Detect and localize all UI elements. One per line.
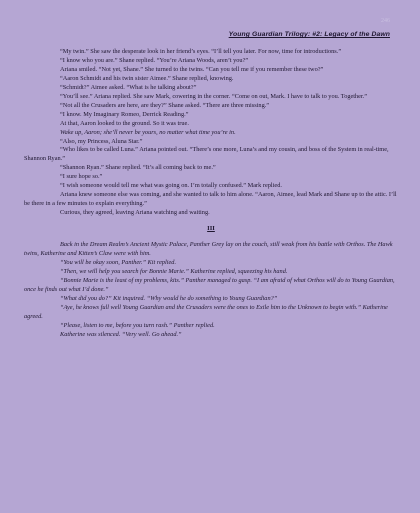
paragraph: Curious, they agreed, leaving Ariana watching and waiting. (60, 209, 210, 217)
paragraph: “My twin.” She saw the desperate look in her friend’s eyes. “I’ll tell you later. For now, time for introductions.” (60, 48, 342, 55)
running-header: Young Guardian Trilogy: #2: Legacy of the Dawn (228, 31, 390, 38)
paragraph: “I wish someone would tell me what was going on. I’m totally confused.” Mark replied. (60, 182, 282, 190)
chapter-body (24, 48, 398, 340)
paragraph: “Aaron Schmidt and his twin sister Aimee.” Shane replied, knowing. (60, 74, 234, 82)
paragraph: Katherine was silenced. “Very well. Go ahead.” (60, 330, 182, 338)
paragraph: “Then, we will help you search for Bonnie Marie.” Katherine replied, squeezing his hand. (60, 267, 288, 275)
scene-part-two (24, 241, 398, 339)
paragraph: “You’ll see.” Ariana replied. She saw Mark, cowering in the corner. “Come on out, Mark. I have to talk to you. Together.” (60, 92, 368, 100)
section-break-marker: III (207, 225, 215, 233)
paragraph: “Also, my Princess, Aluna Star.” (60, 137, 143, 145)
paragraph: “I know who you are.” Shane replied. “You’re Ariana Woods, aren’t you?” (60, 56, 249, 64)
paragraph: “What did you do?” Kit inquired. “Why would he do something to Young Guardian?” (60, 294, 278, 302)
paragraph: “You will be okay soon, Panther.” Kit replied. (60, 258, 177, 266)
paragraph: “Who likes to be called Luna.” Ariana pointed out. “There’s one more, Luna’s and my cousin, and boss of the System in real-time, Shannon Ryan.” (24, 146, 389, 163)
paragraph: Back in the Dream Realm’s Ancient Mystic Palace, Panther Grey lay on the couch, still weak from his battle with Orthos. The Hawk twins, Katherine and Kitten’s Claw were with him. (24, 241, 393, 258)
paragraph: “Not all the Crusaders are here, are they?” Shane asked. “There are three missing.” (60, 101, 270, 109)
paragraph: “Bonnie Marie is the least of my problems, kits.” Panther managed to gasp. “I am afraid of what Orthos will do to Young Guardian, once he finds out what I’d done.” (24, 276, 395, 293)
paragraph: “I know. My Imaginary Romeo, Derrick Reading.” (60, 110, 189, 118)
page-number: 246 (381, 18, 390, 24)
paragraph: “Shannon Ryan.” Shane replied. “It’s all coming back to me.” (60, 164, 216, 172)
paragraph: “Please, listen to me, before you turn rash.” Panther replied. (60, 321, 215, 329)
paragraph: “I sure hope so.” (60, 173, 103, 181)
paragraph: Ariana knew someone else was coming, and she wanted to talk to him alone. “Aaron, Aimee, lead Mark and Shane up to the attic. I’ll be there in a few minutes to explain everything.” (24, 191, 397, 208)
scene-part-one (24, 48, 398, 218)
paragraph: “Schmidt?” Aimee asked. “What is he talking about?” (60, 83, 197, 91)
paragraph: At that, Aaron looked to the ground. So it was true. (60, 119, 189, 127)
paragraph: Ariana smiled. “Not yet, Shane.” She turned to the twins. “Can you tell me if you remember these two?” (60, 65, 324, 73)
paragraph: Wake up, Aaron; she’ll never be yours, no matter what time you’re in. (60, 128, 236, 136)
paragraph: “Aye, he knows full well Young Guardian and the Crusaders were the ones to Exile him to the Unknown to begin with.” Katherine agreed. (24, 303, 388, 320)
